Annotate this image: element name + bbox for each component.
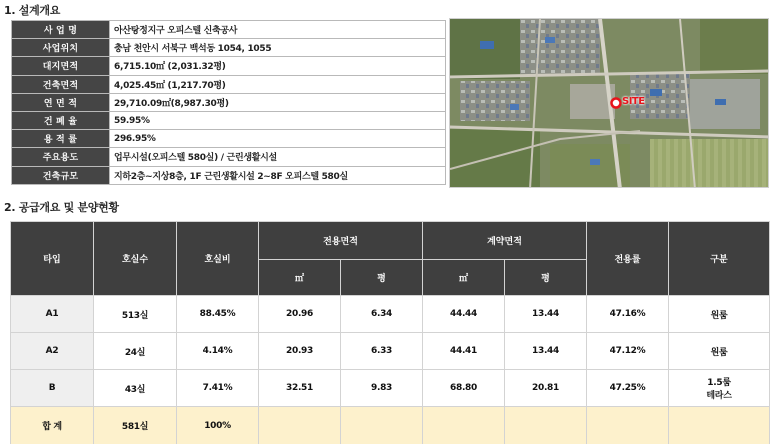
overview-value: 4,025.45㎡ (1,217.70평) bbox=[110, 75, 446, 93]
site-label: SITE bbox=[622, 96, 645, 107]
category-line-1: 원룸 bbox=[710, 310, 728, 321]
supply-row bbox=[11, 370, 770, 407]
total-ratio: 100% bbox=[177, 407, 259, 444]
total-units: 581실 bbox=[94, 407, 177, 444]
overview-label: 건축면적 bbox=[12, 75, 110, 93]
category-line-1: 1.5룸 bbox=[707, 378, 731, 388]
category-line-2: 테라스 bbox=[706, 391, 732, 401]
overview-value: 59.95% bbox=[110, 111, 446, 129]
section-title-design-overview: 1. 설계개요 bbox=[4, 4, 61, 17]
site-aerial-map bbox=[449, 18, 769, 188]
cell-exclusive-sqm: 20.93 bbox=[259, 333, 341, 370]
overview-label: 용 적 률 bbox=[12, 130, 110, 148]
header-type: 타입 bbox=[11, 222, 94, 296]
header-exclusive-area: 전용면적 bbox=[259, 222, 423, 260]
cell-category bbox=[669, 296, 770, 333]
overview-row bbox=[12, 21, 446, 39]
header-category: 구분 bbox=[669, 222, 770, 296]
cell-exclusive-rate: 47.25% bbox=[587, 370, 669, 407]
overview-row bbox=[12, 148, 446, 166]
header-contract-pyeong: 평 bbox=[505, 260, 587, 296]
category-line-1: 원룸 bbox=[710, 347, 728, 358]
header-contract-sqm: ㎡ bbox=[423, 260, 505, 296]
overview-row bbox=[12, 111, 446, 129]
overview-row bbox=[12, 130, 446, 148]
cell-category bbox=[669, 370, 770, 407]
overview-value: 29,710.09㎡(8,987.30평) bbox=[110, 93, 446, 111]
cell-category bbox=[669, 333, 770, 370]
overview-value: 아산탕정지구 오피스텔 신축공사 bbox=[110, 21, 446, 39]
cell-units: 43실 bbox=[94, 370, 177, 407]
cell-ratio: 7.41% bbox=[177, 370, 259, 407]
cell-units: 513실 bbox=[94, 296, 177, 333]
cell-exclusive-rate: 47.16% bbox=[587, 296, 669, 333]
overview-label: 건축규모 bbox=[12, 166, 110, 184]
site-marker-icon bbox=[612, 99, 621, 108]
cell-type: A2 bbox=[11, 333, 94, 370]
cell-type: A1 bbox=[11, 296, 94, 333]
overview-value: 업무시설(오피스텔 580실) / 근린생활시설 bbox=[110, 148, 446, 166]
overview-row bbox=[12, 57, 446, 75]
overview-row bbox=[12, 39, 446, 57]
cell-contract-pyeong: 20.81 bbox=[505, 370, 587, 407]
cell-contract-sqm: 68.80 bbox=[423, 370, 505, 407]
overview-label: 사 업 명 bbox=[12, 21, 110, 39]
cell-exclusive-sqm: 32.51 bbox=[259, 370, 341, 407]
design-overview-table bbox=[11, 20, 446, 185]
header-contract-area: 계약면적 bbox=[423, 222, 587, 260]
supply-overview-table bbox=[10, 221, 770, 444]
cell-contract-sqm: 44.44 bbox=[423, 296, 505, 333]
section-title-supply-overview: 2. 공급개요 및 분양현황 bbox=[4, 201, 119, 214]
aerial-photo bbox=[450, 19, 769, 188]
total-row bbox=[11, 407, 770, 444]
cell-contract-pyeong: 13.44 bbox=[505, 296, 587, 333]
supply-row bbox=[11, 296, 770, 333]
overview-value: 지하2층~지상8층, 1F 근린생활시설 2~8F 오피스텔 580실 bbox=[110, 166, 446, 184]
header-units: 호실수 bbox=[94, 222, 177, 296]
cell-ratio: 4.14% bbox=[177, 333, 259, 370]
overview-label: 주요용도 bbox=[12, 148, 110, 166]
header-exclusive-rate: 전용률 bbox=[587, 222, 669, 296]
cell-exclusive-pyeong: 9.83 bbox=[341, 370, 423, 407]
cell-exclusive-rate: 47.12% bbox=[587, 333, 669, 370]
overview-row bbox=[12, 166, 446, 184]
overview-row bbox=[12, 93, 446, 111]
cell-units: 24실 bbox=[94, 333, 177, 370]
cell-exclusive-pyeong: 6.34 bbox=[341, 296, 423, 333]
cell-exclusive-sqm: 20.96 bbox=[259, 296, 341, 333]
cell-type: B bbox=[11, 370, 94, 407]
cell-ratio: 88.45% bbox=[177, 296, 259, 333]
overview-label: 연 면 적 bbox=[12, 93, 110, 111]
cell-contract-pyeong: 13.44 bbox=[505, 333, 587, 370]
supply-row bbox=[11, 333, 770, 370]
overview-row bbox=[12, 75, 446, 93]
overview-value: 6,715.10㎡ (2,031.32평) bbox=[110, 57, 446, 75]
overview-value: 296.95% bbox=[110, 130, 446, 148]
overview-label: 대지면적 bbox=[12, 57, 110, 75]
overview-value: 충남 천안시 서북구 백석동 1054, 1055 bbox=[110, 39, 446, 57]
header-exclusive-sqm: ㎡ bbox=[259, 260, 341, 296]
overview-label: 사업위치 bbox=[12, 39, 110, 57]
cell-exclusive-pyeong: 6.33 bbox=[341, 333, 423, 370]
cell-contract-sqm: 44.41 bbox=[423, 333, 505, 370]
total-label: 합 계 bbox=[11, 407, 94, 444]
overview-label: 건 폐 율 bbox=[12, 111, 110, 129]
header-exclusive-pyeong: 평 bbox=[341, 260, 423, 296]
header-ratio: 호실비 bbox=[177, 222, 259, 296]
